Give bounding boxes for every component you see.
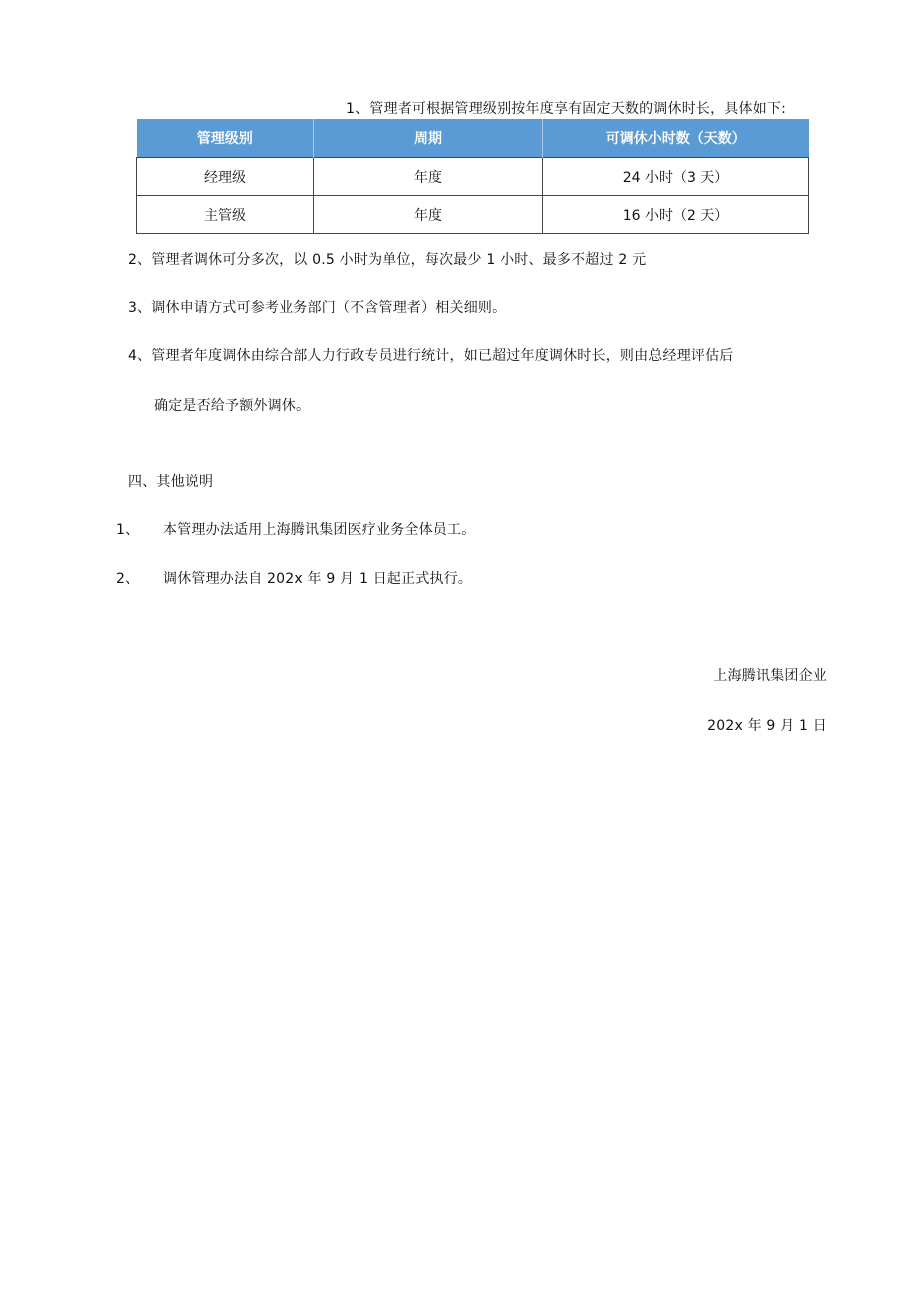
cell-period: 年度 bbox=[314, 158, 543, 196]
signature-date: 202x 年 9 月 1 日 bbox=[707, 718, 827, 734]
list-item-number: 1、 bbox=[116, 522, 140, 538]
signature-company: 上海腾讯集团企业 bbox=[713, 668, 827, 684]
list-item-number: 2、 bbox=[116, 571, 140, 587]
header-leave-hours: 可调休小时数（天数） bbox=[543, 119, 809, 158]
cell-period: 年度 bbox=[314, 196, 543, 234]
leave-quota-table bbox=[136, 119, 809, 234]
table-row bbox=[137, 158, 809, 196]
cell-level: 主管级 bbox=[137, 196, 314, 234]
table-row bbox=[137, 196, 809, 234]
rule-item-2: 2、管理者调休可分多次，以 0.5 小时为单位，每次最少 1 小时、最多不超过 2 元 bbox=[128, 252, 647, 268]
cell-hours: 24 小时（3 天） bbox=[543, 158, 809, 196]
rule-item-4: 4、管理者年度调休由综合部人力行政专员进行统计，如已超过年度调休时长，则由总经理评估后 bbox=[128, 348, 734, 364]
list-item: 调休管理办法自 202x 年 9 月 1 日起正式执行。 bbox=[163, 571, 473, 587]
header-period: 周期 bbox=[314, 119, 543, 158]
rule-item-4-continuation: 确定是否给予额外调休。 bbox=[154, 398, 311, 414]
list-item: 本管理办法适用上海腾讯集团医疗业务全体员工。 bbox=[163, 522, 476, 538]
rule-item-3: 3、调休申请方式可参考业务部门（不含管理者）相关细则。 bbox=[128, 300, 507, 316]
header-management-level: 管理级别 bbox=[137, 119, 314, 158]
cell-hours: 16 小时（2 天） bbox=[543, 196, 809, 234]
section-heading: 四、其他说明 bbox=[128, 474, 214, 490]
rule-item-1: 1、管理者可根据管理级别按年度享有固定天数的调休时长，具体如下: bbox=[346, 101, 787, 117]
cell-level: 经理级 bbox=[137, 158, 314, 196]
table-header-row bbox=[137, 119, 809, 158]
